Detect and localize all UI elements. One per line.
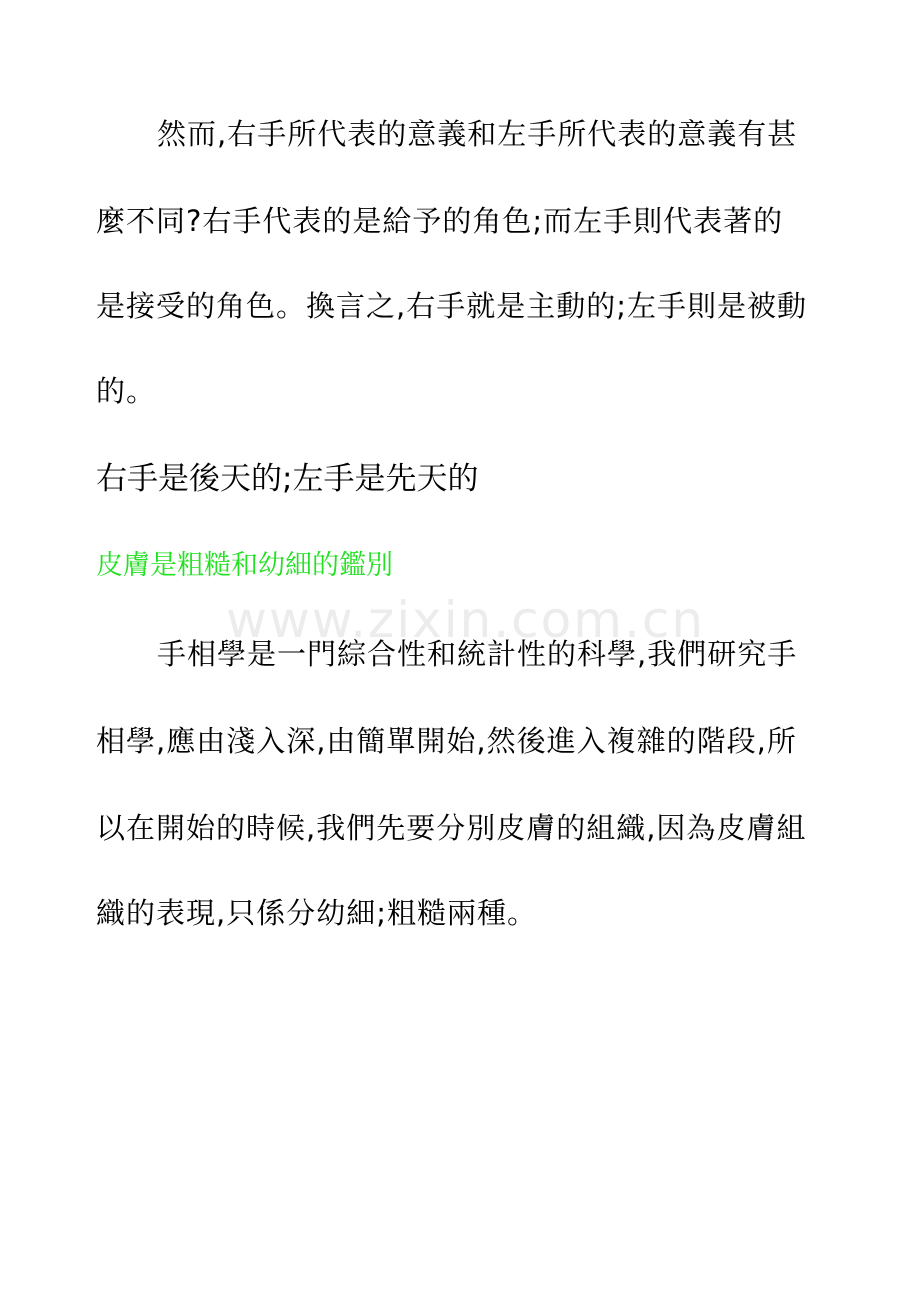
paragraph1-line-2: 麼不同?右手代表的是給予的角色;而左手則代表著的 [96, 204, 784, 238]
paragraph2-line-4: 織的表現,只係分幼細;粗糙兩種。 [96, 896, 537, 930]
section-heading: 右手是後天的;左手是先天的 [96, 461, 479, 497]
paragraph2-line-3: 以在開始的時候,我們先要分別皮膚的組織,因為皮膚組 [96, 811, 807, 845]
paragraph2-line-2: 相學,應由淺入深,由簡單開始,然後進入複雜的階段,所 [96, 724, 797, 758]
subsection-heading: 皮膚是粗糙和幼細的鑑別 [96, 550, 393, 581]
paragraph2-line-1: 手相學是一門綜合性和統計性的科學,我們研究手 [157, 637, 798, 671]
paragraph1-line-4: 的。 [96, 374, 157, 408]
paragraph1-line-3: 是接受的角色。換言之,右手就是主動的;左手則是被動 [96, 289, 807, 323]
paragraph1-line-1: 然而,右手所代表的意義和左手所代表的意義有甚 [157, 117, 798, 151]
watermark: www.zixin.com.cn [226, 591, 706, 649]
